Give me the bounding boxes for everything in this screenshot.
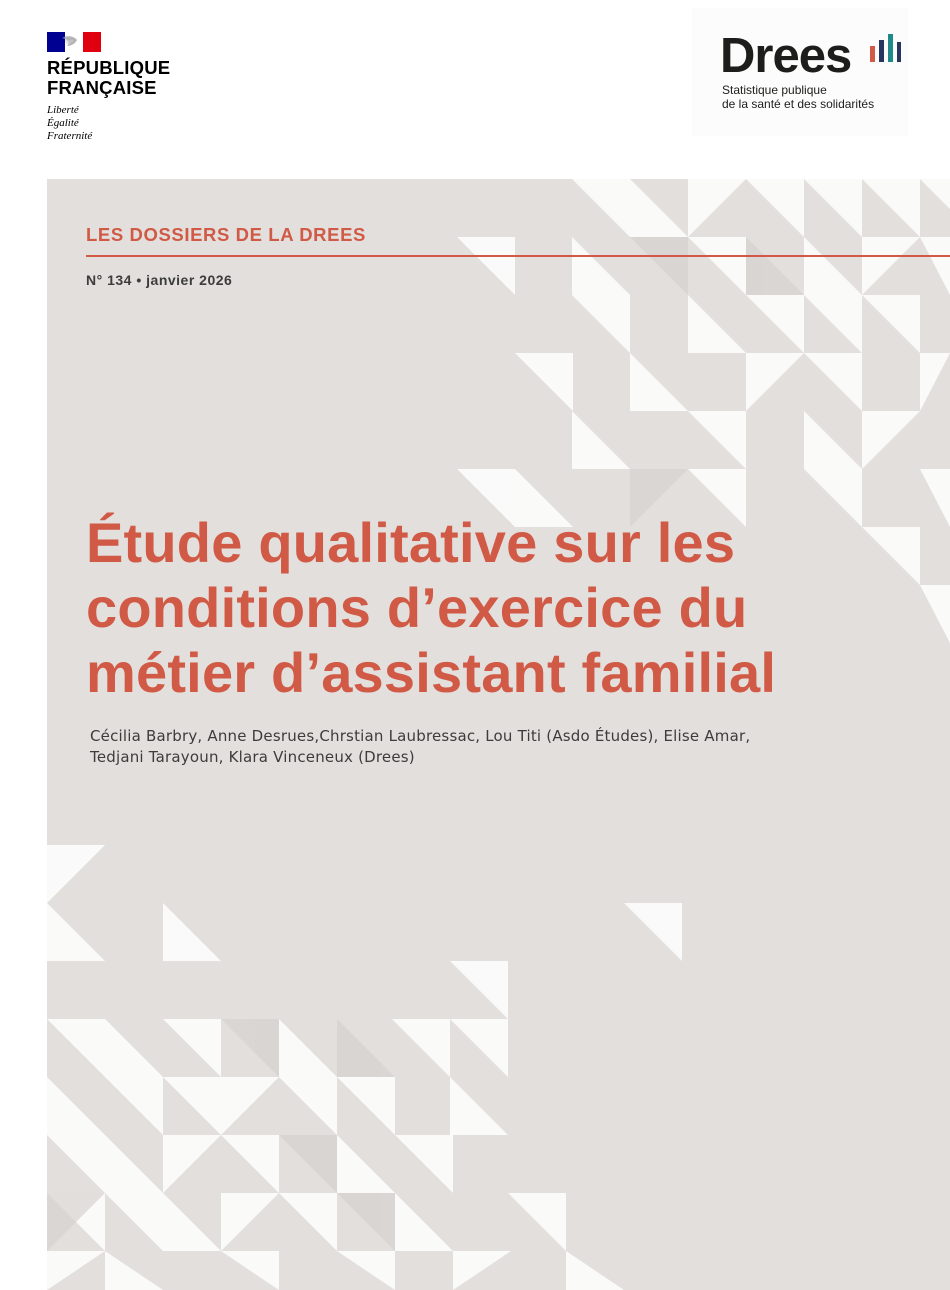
series-name: LES DOSSIERS DE LA DREES — [86, 224, 366, 245]
drees-tagline-line: de la santé et des solidarités — [722, 97, 875, 111]
author-list — [90, 726, 890, 768]
issue-number: N° 134 • janvier 2026 — [86, 272, 233, 288]
republique-name-line: FRANÇAISE — [47, 77, 157, 98]
republique-francaise-logo — [47, 32, 207, 143]
drees-tagline — [722, 83, 874, 111]
document-title — [86, 510, 926, 705]
motto-line: Égalité — [47, 117, 79, 129]
marianne-flag-icon — [47, 32, 101, 52]
bar-chart-icon — [870, 32, 902, 62]
drees-tagline-line: Statistique publique — [722, 83, 827, 97]
republique-motto — [47, 104, 207, 143]
author-line: Tedjani Tarayoun, Klara Vinceneux (Drees) — [90, 748, 415, 766]
title-line: métier d’assistant familial — [86, 641, 777, 704]
republique-name-line: RÉPUBLIQUE — [47, 57, 171, 78]
title-line: Étude qualitative sur les — [86, 511, 736, 574]
drees-wordmark: Drees — [720, 29, 852, 83]
cover-panel — [47, 179, 950, 1290]
motto-line: Fraternité — [47, 130, 93, 142]
series-divider — [86, 255, 950, 257]
motto-line: Liberté — [47, 104, 79, 116]
republique-name — [47, 58, 207, 98]
title-line: conditions d’exercice du — [86, 576, 748, 639]
drees-logo — [692, 8, 908, 136]
author-line: Cécilia Barbry, Anne Desrues,Chrstian Laubressac, Lou Titi (Asdo Études), Elise Amar, — [90, 727, 751, 745]
